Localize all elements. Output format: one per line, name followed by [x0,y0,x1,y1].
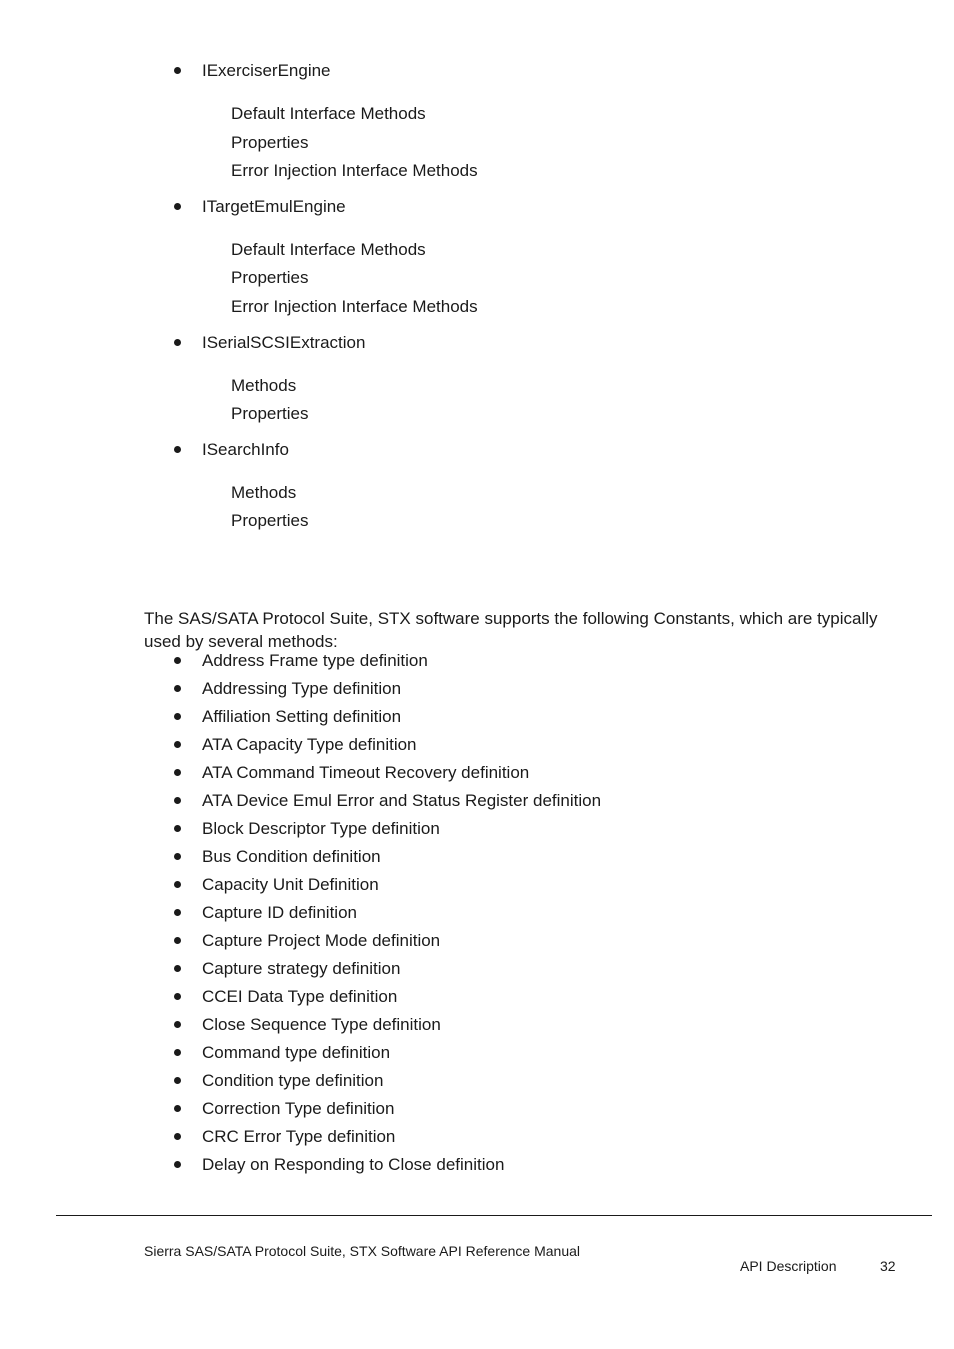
interface-name: ISearchInfo [202,439,289,459]
footer-document-title: Sierra SAS/SATA Protocol Suite, STX Software API Reference Manual [144,1243,581,1259]
constant-item [0,983,954,1011]
interface-name: ISerialSCSIExtraction [202,332,366,352]
bullet-icon [174,1133,181,1140]
constant-label: CRC Error Type definition [202,1127,396,1146]
interface-bullet [0,58,954,84]
constant-label: Condition type definition [202,1071,384,1090]
footer-page-number: 32 [880,1258,896,1274]
constant-item [0,1067,954,1095]
interface-bullet [0,330,954,356]
interface-entry [0,330,954,437]
interface-entry [0,58,954,194]
constant-item [0,759,954,787]
constant-item [0,1151,954,1179]
constant-label: Close Sequence Type definition [202,1015,441,1034]
constant-item [0,843,954,871]
constant-label: Capture Project Mode definition [202,931,441,950]
bullet-icon [174,937,181,944]
interface-entry [0,194,954,330]
bullet-icon [174,797,181,804]
constant-label: Correction Type definition [202,1099,395,1118]
constant-item [0,927,954,955]
bullet-icon [174,1161,181,1168]
bullet-icon [174,993,181,1000]
bullet-icon [174,203,181,210]
interface-sections [0,463,954,544]
interface-entry [0,437,954,544]
constant-label: CCEI Data Type definition [202,987,398,1006]
bullet-icon [174,1077,181,1084]
interface-section-item: Methods [231,482,297,502]
interface-name: ITargetEmulEngine [202,196,346,216]
interface-bullet [0,437,954,463]
bullet-icon [174,1105,181,1112]
bullet-icon [174,1021,181,1028]
bullet-icon [174,965,181,972]
interface-section-item: Methods [231,375,297,395]
constant-label: Bus Condition definition [202,847,381,866]
constant-item [0,703,954,731]
constant-label: Address Frame type definition [202,651,428,670]
interface-sections [0,84,954,194]
bullet-icon [174,657,181,664]
interface-section-item: Error Injection Interface Methods [231,161,478,181]
interface-name: IExerciserEngine [202,61,331,80]
constant-label: Command type definition [202,1043,391,1062]
constant-label: Capture ID definition [202,903,357,922]
bullet-icon [174,881,181,888]
bullet-icon [174,909,181,916]
bullet-icon [174,769,181,776]
bullet-icon [174,446,181,453]
bullet-icon [174,67,181,74]
constant-label: Delay on Responding to Close definition [202,1155,505,1174]
interface-section-item: Default Interface Methods [231,104,426,123]
constant-item [0,1123,954,1151]
constant-item [0,871,954,899]
constant-item [0,899,954,927]
constant-item [0,1039,954,1067]
bullet-icon [174,741,181,748]
interface-sections [0,220,954,330]
constant-item [0,787,954,815]
bullet-icon [174,825,181,832]
constant-item [0,1011,954,1039]
constant-label: Affiliation Setting definition [202,707,402,726]
interface-list [0,58,954,544]
constant-item [0,647,954,675]
interface-section-item: Properties [231,404,309,424]
constants-intro-paragraph: The SAS/SATA Protocol Suite, STX software supports the following Constants, which are typically used by several methods: [144,609,878,651]
interface-sections [0,356,954,437]
constant-item [0,955,954,983]
bullet-icon [174,339,181,346]
interface-bullet [0,194,954,220]
interface-section-item: Properties [231,132,309,152]
interface-section-item: Properties [231,268,309,288]
constant-label: ATA Capacity Type definition [202,735,417,754]
bullet-icon [174,1049,181,1056]
interface-section-item: Properties [231,511,309,531]
constant-item [0,815,954,843]
constant-label: Addressing Type definition [202,679,402,698]
constant-item [0,731,954,759]
constant-label: Capture strategy definition [202,959,401,978]
constant-item [0,1095,954,1123]
bullet-icon [174,713,181,720]
constant-item [0,675,954,703]
constant-label: Block Descriptor Type definition [202,819,440,838]
interface-section-item: Error Injection Interface Methods [231,296,478,316]
interface-section-item: Default Interface Methods [231,239,426,259]
constant-label: ATA Command Timeout Recovery definition [202,763,530,782]
constant-label: ATA Device Emul Error and Status Register definition [202,791,602,810]
constants-list [0,647,954,1179]
footer-section-name: API Description [740,1258,837,1274]
bullet-icon [174,853,181,860]
footer-divider [56,1215,932,1216]
bullet-icon [174,685,181,692]
constant-label: Capacity Unit Definition [202,875,379,894]
